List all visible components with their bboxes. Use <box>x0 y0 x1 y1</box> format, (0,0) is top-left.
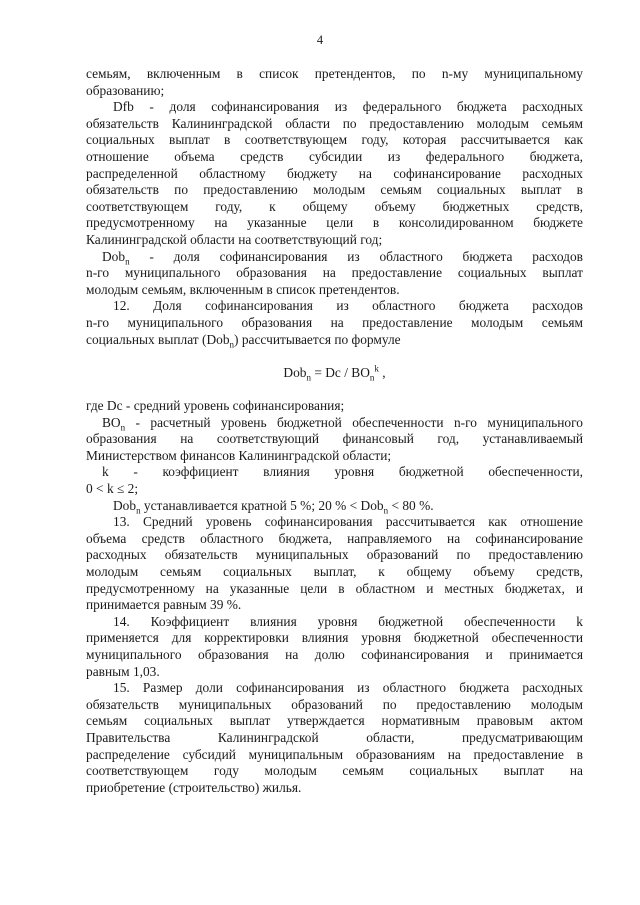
text-line: обязательств по предоставлению молодым семьям социальных выплат в <box>86 182 583 198</box>
text-fragment: - расчетный уровень бюджетной обеспеченности n-го муниципального <box>125 414 583 430</box>
subscript: n <box>229 339 235 350</box>
text-fragment: социальных выплат (Dob <box>86 331 230 347</box>
text-line: 14. Коэффициент влияния уровня бюджетной обеспеченности k <box>113 613 583 629</box>
text-line: отношение объема средств субсидии из федерального бюджета, <box>86 148 583 164</box>
paragraph-14 <box>86 614 583 680</box>
text-line: распределение субсидий муниципальным образованиям на предоставление в <box>86 746 583 762</box>
text-line: Министерством финансов Калининградской области; <box>86 447 392 463</box>
formula-definitions <box>86 398 583 514</box>
text-line: образованию; <box>86 82 165 98</box>
text-line: расходных обязательств муниципальных образований по предоставлению <box>86 547 583 563</box>
paragraph-15 <box>86 680 583 796</box>
text-fragment: - доля софинансирования из областного бюджета расходов <box>129 248 583 264</box>
text-line: Правительства Калининградской области, предусматривающим <box>86 729 583 745</box>
paragraph-13 <box>86 514 583 614</box>
text-line: Калининградской области на соответствующий год; <box>86 231 383 247</box>
text-line: социальных выплат в соответствующем году, которая рассчитывается как <box>86 132 583 148</box>
text-line: 0 < k ≤ 2; <box>86 481 139 497</box>
text-line: объема средств областного бюджета, направляемого на софинансирование <box>86 530 583 546</box>
text-line: соответствующем году, к общему объему бюджетных средств, <box>86 198 583 214</box>
subscript: n <box>306 372 311 383</box>
text-line: обязательств Калининградской области по предоставлению молодым семьям <box>86 115 583 131</box>
paragraph-12 <box>86 298 583 348</box>
paragraph-continuation <box>86 66 583 99</box>
formula-term: Dob <box>283 365 307 381</box>
text-line <box>86 415 583 432</box>
document-body <box>86 66 583 796</box>
text-fragment: BO <box>102 414 121 430</box>
dob-symbol: Dob <box>102 248 126 264</box>
subscript: n <box>369 372 375 383</box>
formula-term: , <box>378 365 386 381</box>
text-fragment: Dob <box>113 497 137 513</box>
text-line: принимается равным 39 %. <box>86 597 242 613</box>
text-line: предусмотренному на указанные цели в консолидированном бюджете <box>86 215 583 231</box>
subscript: n <box>136 505 141 516</box>
subscript: n <box>383 505 389 516</box>
text-line: соответствующем году молодым семьям социальных выплат на <box>86 763 583 779</box>
text-line: распределенной областному бюджету на софинансирование расходных <box>86 165 583 181</box>
text-line: семьям, включенным в список претендентов, по n-му муниципальному <box>86 66 583 81</box>
text-line: предусмотренному на указанные цели в областном и местных бюджетах, и <box>86 580 583 596</box>
text-line: n-го муниципального образования на предоставление социальных выплат <box>86 265 583 281</box>
text-line: применяется для корректировки влияния уровня бюджетной обеспеченности <box>86 630 583 646</box>
paragraph-dob-definition <box>86 249 583 299</box>
text-line: где Dc - средний уровень софинансирования; <box>86 398 345 414</box>
formula <box>86 348 583 398</box>
text-line: равным 1,03. <box>86 663 160 679</box>
text-fragment: устанавливается кратной 5 %; 20 % < Dob <box>140 497 384 513</box>
text-line: Dfb - доля софинансирования из федерального бюджета расходных <box>113 99 583 115</box>
text-line: муниципального образования на долю софинансирования и принимается <box>86 647 583 662</box>
text-line <box>86 332 583 349</box>
text-line: n-го муниципального образования на предоставление молодым семьям <box>86 314 583 330</box>
formula-term: = Dc / BO <box>310 365 370 381</box>
page-number: 4 <box>316 33 324 47</box>
text-line: 13. Средний уровень софинансирования рассчитывается как отношение <box>113 514 583 530</box>
text-line: обязательств муниципальных образований по предоставлению молодым <box>86 696 583 712</box>
subscript: n <box>120 422 126 433</box>
text-line: приобретение (строительство) жилья. <box>86 779 302 795</box>
text-fragment: < 80 %. <box>388 497 434 513</box>
text-line <box>86 249 583 266</box>
subscript: n <box>125 256 130 267</box>
paragraph-dfb-definition <box>86 99 583 248</box>
text-line: молодым семьям, включенным в список претендентов. <box>86 281 400 297</box>
text-line: 15. Размер доли софинансирования из областного бюджета расходных <box>113 680 583 696</box>
text-line: образования на соответствующий финансовый год, устанавливаемый <box>86 431 583 447</box>
text-line <box>86 498 583 515</box>
text-line: молодым семьям социальных выплат, к общему объему средств, <box>86 564 583 580</box>
text-line: семьям социальных выплат утверждается нормативным правовым актом <box>86 713 583 729</box>
superscript: k <box>374 363 379 374</box>
text-line: k - коэффициент влияния уровня бюджетной обеспеченности, <box>102 464 583 480</box>
text-line: 12. Доля софинансирования из областного бюджета расходов <box>113 298 583 314</box>
text-fragment: ) рассчитывается по формуле <box>234 331 401 347</box>
